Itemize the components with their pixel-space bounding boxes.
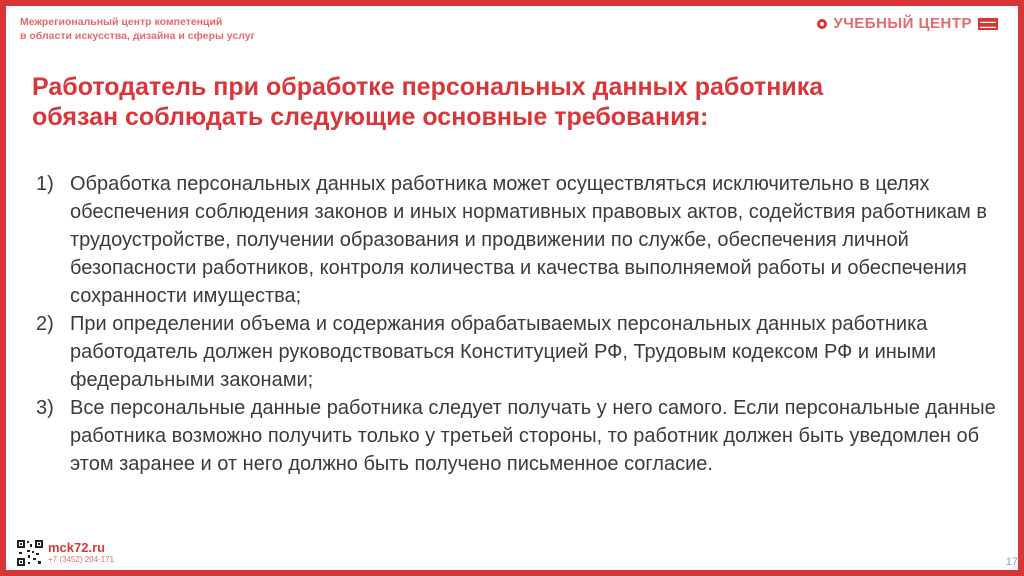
org-line-1: Межрегиональный центр компетенций — [20, 16, 223, 28]
footer-text — [48, 541, 114, 565]
item-text: При определении объема и содержания обрабатываемых персональных данных работника работодатель должен руководствоваться Конституцией РФ, Трудовым кодексом РФ и иными федеральными законами; — [70, 313, 937, 391]
requirements-list — [36, 170, 996, 478]
ring-dot-icon — [817, 19, 827, 29]
item-number: 1) — [36, 173, 54, 195]
org-name — [20, 15, 255, 43]
slide-title — [32, 72, 992, 132]
brand-tag: ▬▬▬▬ ▬▬▬▬ — [980, 18, 996, 29]
org-line-2: в области искусства, дизайна и сферы услуг — [20, 30, 255, 42]
qr-code-icon — [16, 539, 44, 567]
site-link[interactable]: mck72.ru — [48, 540, 106, 555]
list-item — [36, 170, 996, 310]
list-item — [36, 394, 996, 478]
item-number: 2) — [36, 313, 54, 335]
brand-logo — [817, 15, 998, 32]
title-line-2: обязан соблюдать следующие основные требования: — [32, 103, 709, 131]
item-text: Все персональные данные работника следует получать у него самого. Если персональные данные работника возможно получить только у третьей стороны, то работник должен быть уведомлен об этом заранее и от него должно быть получено письменное согласие. — [70, 397, 996, 475]
title-line-1: Работодатель при обработке персональных данных работника — [32, 73, 824, 101]
footer-contacts — [16, 539, 114, 567]
brand-name: УЧЕБНЫЙ ЦЕНТР — [833, 15, 972, 32]
page-number: 17 — [1005, 556, 1018, 568]
phone-number: +7 (3452) 204-171 — [48, 555, 115, 564]
list-item — [36, 310, 996, 394]
item-text: Обработка персональных данных работника может осуществляться исключительно в целях обеспечения соблюдения законов и иных нормативных правовых актов, содействия работникам в трудоустройстве, получении образования и продвижении по службе, обеспечения личной безопасности работников, контроля количества и качества выполняемой работы и обеспечения сохранности имущества; — [70, 173, 987, 307]
item-number: 3) — [36, 397, 54, 419]
